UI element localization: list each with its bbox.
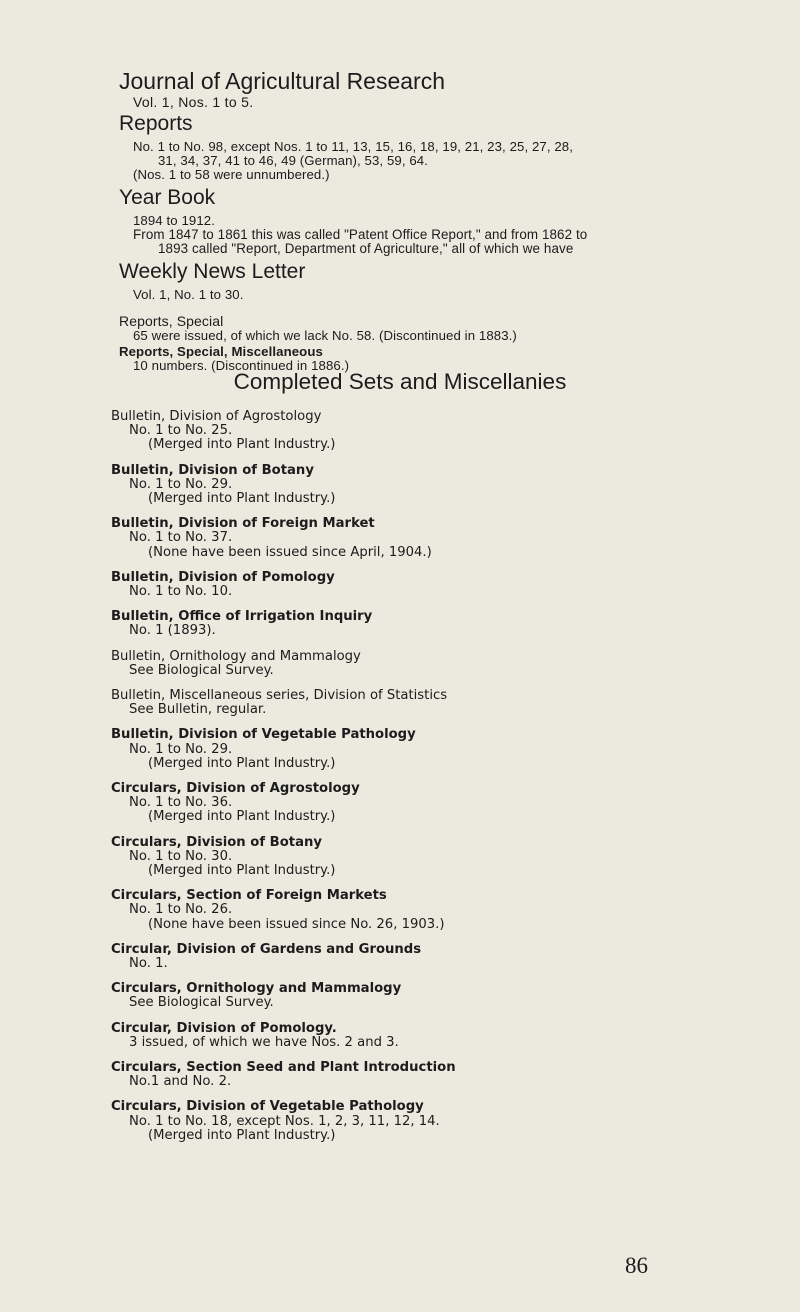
- entry-line: No. 1 (1893).: [129, 623, 216, 639]
- entry-line: See Biological Survey.: [129, 662, 274, 678]
- year-book-line-1: 1894 to 1912.: [133, 213, 215, 228]
- reports-special-line: 65 were issued, of which we lack No. 58. (Discontinued in 1883.): [133, 328, 517, 343]
- entry-title: Circulars, Ornithology and Mammalogy: [111, 981, 402, 997]
- reports-line-2: 31, 34, 37, 41 to 46, 49 (German), 53, 59, 64.: [158, 153, 428, 168]
- entry-line: See Bulletin, regular.: [129, 702, 267, 718]
- entry-statistics-bulletin: [111, 689, 447, 717]
- entry-line: No. 1 to No. 29.: [129, 741, 233, 757]
- entry-title: Circulars, Section Seed and Plant Introduction: [111, 1060, 456, 1075]
- page-number: 86: [625, 1253, 648, 1278]
- entry-title: Bulletin, Ornithology and Mammalogy: [111, 648, 361, 664]
- entry-line: No. 1 to No. 29.: [129, 476, 233, 492]
- entry-line: (Merged into Plant Industry.): [148, 1127, 336, 1143]
- entry-line: (Merged into Plant Industry.): [148, 491, 336, 506]
- entry-irrigation-bulletin: [111, 610, 372, 638]
- weekly-line: Vol. 1, No. 1 to 30.: [133, 287, 244, 302]
- entry-line: No.1 and No. 2.: [129, 1074, 232, 1090]
- reports-line-1: No. 1 to No. 98, except Nos. 1 to 11, 13, 15, 16, 18, 19, 21, 23, 25, 27, 28,: [133, 139, 574, 154]
- reports-heading: Reports: [119, 112, 193, 135]
- reports-special-misc-line: 10 numbers. (Discontinued in 1886.): [133, 358, 350, 373]
- entry-title: Circulars, Division of Agrostology: [111, 781, 360, 796]
- entry-title: Bulletin, Division of Botany: [111, 462, 314, 478]
- entry-line: No. 1 to No. 26.: [129, 902, 233, 918]
- entry-vegetable-pathology-bulletin: [111, 728, 416, 771]
- volume-line: Vol. 1, Nos. 1 to 5.: [133, 94, 254, 110]
- entry-botany-bulletin: [111, 464, 335, 507]
- entry-line: (Merged into Plant Industry.): [148, 437, 336, 453]
- entry-foreign-market-bulletin: [111, 517, 432, 560]
- entry-pomology-bulletin: [111, 571, 335, 599]
- entry-title: Bulletin, Division of Agrostology: [111, 409, 322, 424]
- entry-seed-plant-circulars: [111, 1061, 456, 1089]
- weekly-heading: Weekly News Letter: [119, 260, 306, 283]
- entry-botany-circulars: [111, 836, 335, 879]
- completed-sets-heading: Completed Sets and Miscellanies: [233, 369, 567, 394]
- entry-vegetable-pathology-circulars: [111, 1100, 440, 1143]
- reports-special-heading: Reports, Special: [119, 313, 224, 329]
- entry-title: Bulletin, Office of Irrigation Inquiry: [111, 609, 373, 625]
- reports-special-misc-heading: Reports, Special, Miscellaneous: [119, 344, 323, 359]
- entry-line: No. 1 to No. 18, except Nos. 1, 2, 3, 11, 12, 14.: [129, 1113, 440, 1129]
- entry-agrostology-circulars: [111, 782, 360, 825]
- year-book-line-3: 1893 called "Report, Department of Agriculture," all of which we have: [158, 241, 574, 256]
- entry-title: Bulletin, Division of Pomology: [111, 569, 335, 585]
- entry-pomology-circular: [111, 1022, 399, 1050]
- entry-ornithology-circulars: [111, 982, 401, 1010]
- entry-line: No. 1 to No. 25.: [129, 423, 233, 439]
- entry-line: 3 issued, of which we have Nos. 2 and 3.: [129, 1034, 399, 1050]
- year-book-line-2: From 1847 to 1861 this was called "Patent Office Report," and from 1862 to: [133, 227, 588, 242]
- entry-agrostology-bulletin: [111, 410, 335, 453]
- year-book-heading: Year Book: [119, 186, 216, 209]
- entry-title: Circular, Division of Pomology.: [111, 1020, 337, 1036]
- entry-line: See Biological Survey.: [129, 995, 274, 1011]
- entry-gardens-circular: [111, 943, 421, 971]
- entry-title: Circulars, Division of Botany: [111, 834, 322, 850]
- entry-ornithology-bulletin: [111, 650, 361, 678]
- entry-title: Bulletin, Division of Vegetable Pathology: [111, 727, 416, 743]
- entry-line: No. 1 to No. 10.: [129, 584, 233, 599]
- entry-line: No. 1 to No. 37.: [129, 530, 233, 546]
- entry-line: (Merged into Plant Industry.): [148, 755, 336, 771]
- entry-title: Circulars, Section of Foreign Markets: [111, 888, 387, 904]
- entry-title: Circular, Division of Gardens and Grounds: [111, 941, 422, 957]
- entry-title: Bulletin, Miscellaneous series, Division of Statistics: [111, 688, 448, 703]
- entry-line: (Merged into Plant Industry.): [148, 863, 336, 878]
- journal-title: Journal of Agricultural Research: [119, 68, 445, 94]
- entry-foreign-markets-circulars: [111, 889, 444, 932]
- entry-line: (Merged into Plant Industry.): [148, 809, 336, 825]
- entry-title: Bulletin, Division of Foreign Market: [111, 516, 375, 532]
- entry-line: (None have been issued since No. 26, 1903.): [148, 916, 445, 932]
- entry-line: No. 1.: [129, 956, 168, 971]
- entry-line: No. 1 to No. 30.: [129, 848, 233, 864]
- entry-title: Circulars, Division of Vegetable Pathology: [111, 1099, 424, 1115]
- entry-line: (None have been issued since April, 1904.): [148, 544, 432, 560]
- reports-line-3: (Nos. 1 to 58 were unnumbered.): [133, 167, 330, 182]
- entry-line: No. 1 to No. 36.: [129, 795, 233, 811]
